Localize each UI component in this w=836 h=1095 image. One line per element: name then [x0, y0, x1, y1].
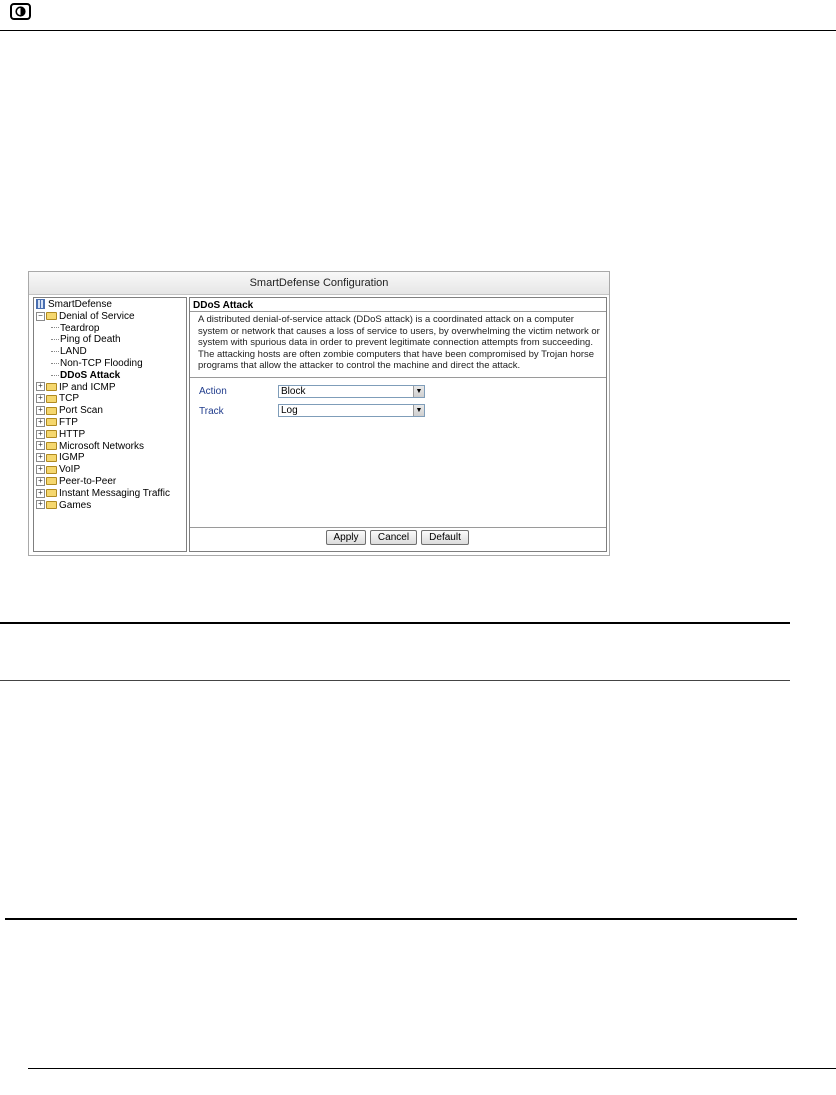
tree-child-label: DDoS Attack	[60, 369, 121, 381]
plus-box-icon[interactable]: +	[36, 430, 45, 439]
tree-child-item[interactable]	[34, 358, 186, 370]
tree-item-label: IGMP	[59, 452, 85, 464]
tree-child-item[interactable]	[34, 323, 186, 335]
folder-icon	[46, 454, 57, 462]
action-select[interactable]	[278, 385, 425, 398]
window-title: SmartDefense Configuration	[29, 272, 609, 295]
track-select[interactable]	[278, 404, 425, 417]
tree-item-label: Peer-to-Peer	[59, 475, 117, 487]
section-rule-bottom	[0, 680, 790, 681]
action-label: Action	[199, 386, 227, 397]
folder-icon	[46, 418, 57, 426]
tree-item-label: IP and ICMP	[59, 381, 116, 393]
tree-item[interactable]	[34, 452, 186, 464]
folder-icon	[46, 395, 57, 403]
tree-item-label: FTP	[59, 416, 78, 428]
apply-button[interactable]: Apply	[326, 530, 366, 545]
track-label: Track	[199, 406, 224, 417]
tree-item[interactable]	[34, 488, 186, 500]
section-rule-thick	[5, 918, 797, 920]
description-divider	[190, 377, 606, 378]
plus-box-icon[interactable]: +	[36, 500, 45, 509]
folder-icon	[46, 442, 57, 450]
plus-box-icon[interactable]: +	[36, 406, 45, 415]
chevron-down-icon[interactable]: ▼	[413, 405, 424, 416]
logo-icon	[10, 3, 31, 20]
tree-item[interactable]	[34, 500, 186, 512]
tree-child-label: Ping of Death	[60, 334, 121, 346]
settings-panel	[189, 297, 607, 552]
header-rule	[0, 30, 836, 31]
tree-child-label: LAND	[60, 346, 87, 358]
folder-icon	[46, 430, 57, 438]
folder-icon	[46, 407, 57, 415]
tree-item[interactable]	[34, 429, 186, 441]
chevron-down-icon[interactable]: ▼	[413, 386, 424, 397]
tree-item[interactable]	[34, 441, 186, 453]
tree-child-label: Teardrop	[60, 322, 100, 334]
tree-item[interactable]	[34, 311, 186, 323]
tree-item[interactable]	[34, 405, 186, 417]
tree-item-label: SmartDefense	[48, 299, 112, 310]
action-value: Block	[281, 386, 306, 397]
tree-item-label: Games	[59, 499, 92, 511]
tree-item-label: HTTP	[59, 428, 86, 440]
tree-item-label: Instant Messaging Traffic	[59, 487, 170, 499]
default-button[interactable]: Default	[421, 530, 469, 545]
plus-box-icon[interactable]: +	[36, 453, 45, 462]
title-divider	[190, 311, 606, 312]
tree-item-label: VoIP	[59, 464, 81, 476]
tree-view[interactable]	[33, 297, 187, 552]
section-rule-top	[0, 622, 790, 624]
tree-item-label: TCP	[59, 393, 79, 405]
minus-box-icon[interactable]: −	[36, 312, 45, 321]
smartdefense-icon	[36, 299, 45, 309]
tree-connector	[51, 351, 59, 352]
tree-item[interactable]	[34, 476, 186, 488]
tree-item-root[interactable]	[34, 299, 186, 311]
plus-box-icon[interactable]: +	[36, 394, 45, 403]
tree-item-label: Denial of Service	[59, 310, 135, 322]
plus-box-icon[interactable]: +	[36, 465, 45, 474]
folder-icon	[46, 383, 57, 391]
tree-connector	[51, 375, 59, 376]
plus-box-icon[interactable]: +	[36, 418, 45, 427]
tree-connector	[51, 327, 59, 328]
folder-icon	[46, 466, 57, 474]
tree-item-label: Microsoft Networks	[59, 440, 145, 452]
cancel-button[interactable]: Cancel	[370, 530, 417, 545]
folder-icon	[46, 489, 57, 497]
plus-box-icon[interactable]: +	[36, 441, 45, 450]
tree-child-item[interactable]	[34, 346, 186, 358]
folder-icon	[46, 477, 57, 485]
attack-description: A distributed denial-of-service attack (DDoS attack) is a coordinated attack on a computer system or network that causes a loss of service to users, by overwhelming the victim network or system with spurious data in order to prevent legitimate connection attempts from succeeding. The attacking hosts are often zombie computers that have been compromised by Trojan horse programs that allow the attacker to control the machine and direct the attack.	[198, 314, 600, 371]
track-value: Log	[281, 405, 298, 416]
footer-divider	[190, 527, 606, 528]
tree-child-label: Non-TCP Flooding	[60, 357, 143, 369]
tree-item[interactable]	[34, 382, 186, 394]
tree-item[interactable]	[34, 417, 186, 429]
folder-icon	[46, 312, 57, 320]
tree-child-item[interactable]	[34, 334, 186, 346]
tree-item[interactable]	[34, 464, 186, 476]
tree-item[interactable]	[34, 393, 186, 405]
tree-item-label: Port Scan	[59, 405, 103, 417]
tree-connector	[51, 339, 59, 340]
tree-child-item[interactable]	[34, 370, 186, 382]
tree-connector	[51, 363, 59, 364]
smartdefense-window	[28, 271, 610, 556]
panel-title: DDoS Attack	[193, 300, 254, 311]
plus-box-icon[interactable]: +	[36, 477, 45, 486]
plus-box-icon[interactable]: +	[36, 489, 45, 498]
plus-box-icon[interactable]: +	[36, 382, 45, 391]
folder-icon	[46, 501, 57, 509]
footer-rule	[28, 1068, 836, 1069]
